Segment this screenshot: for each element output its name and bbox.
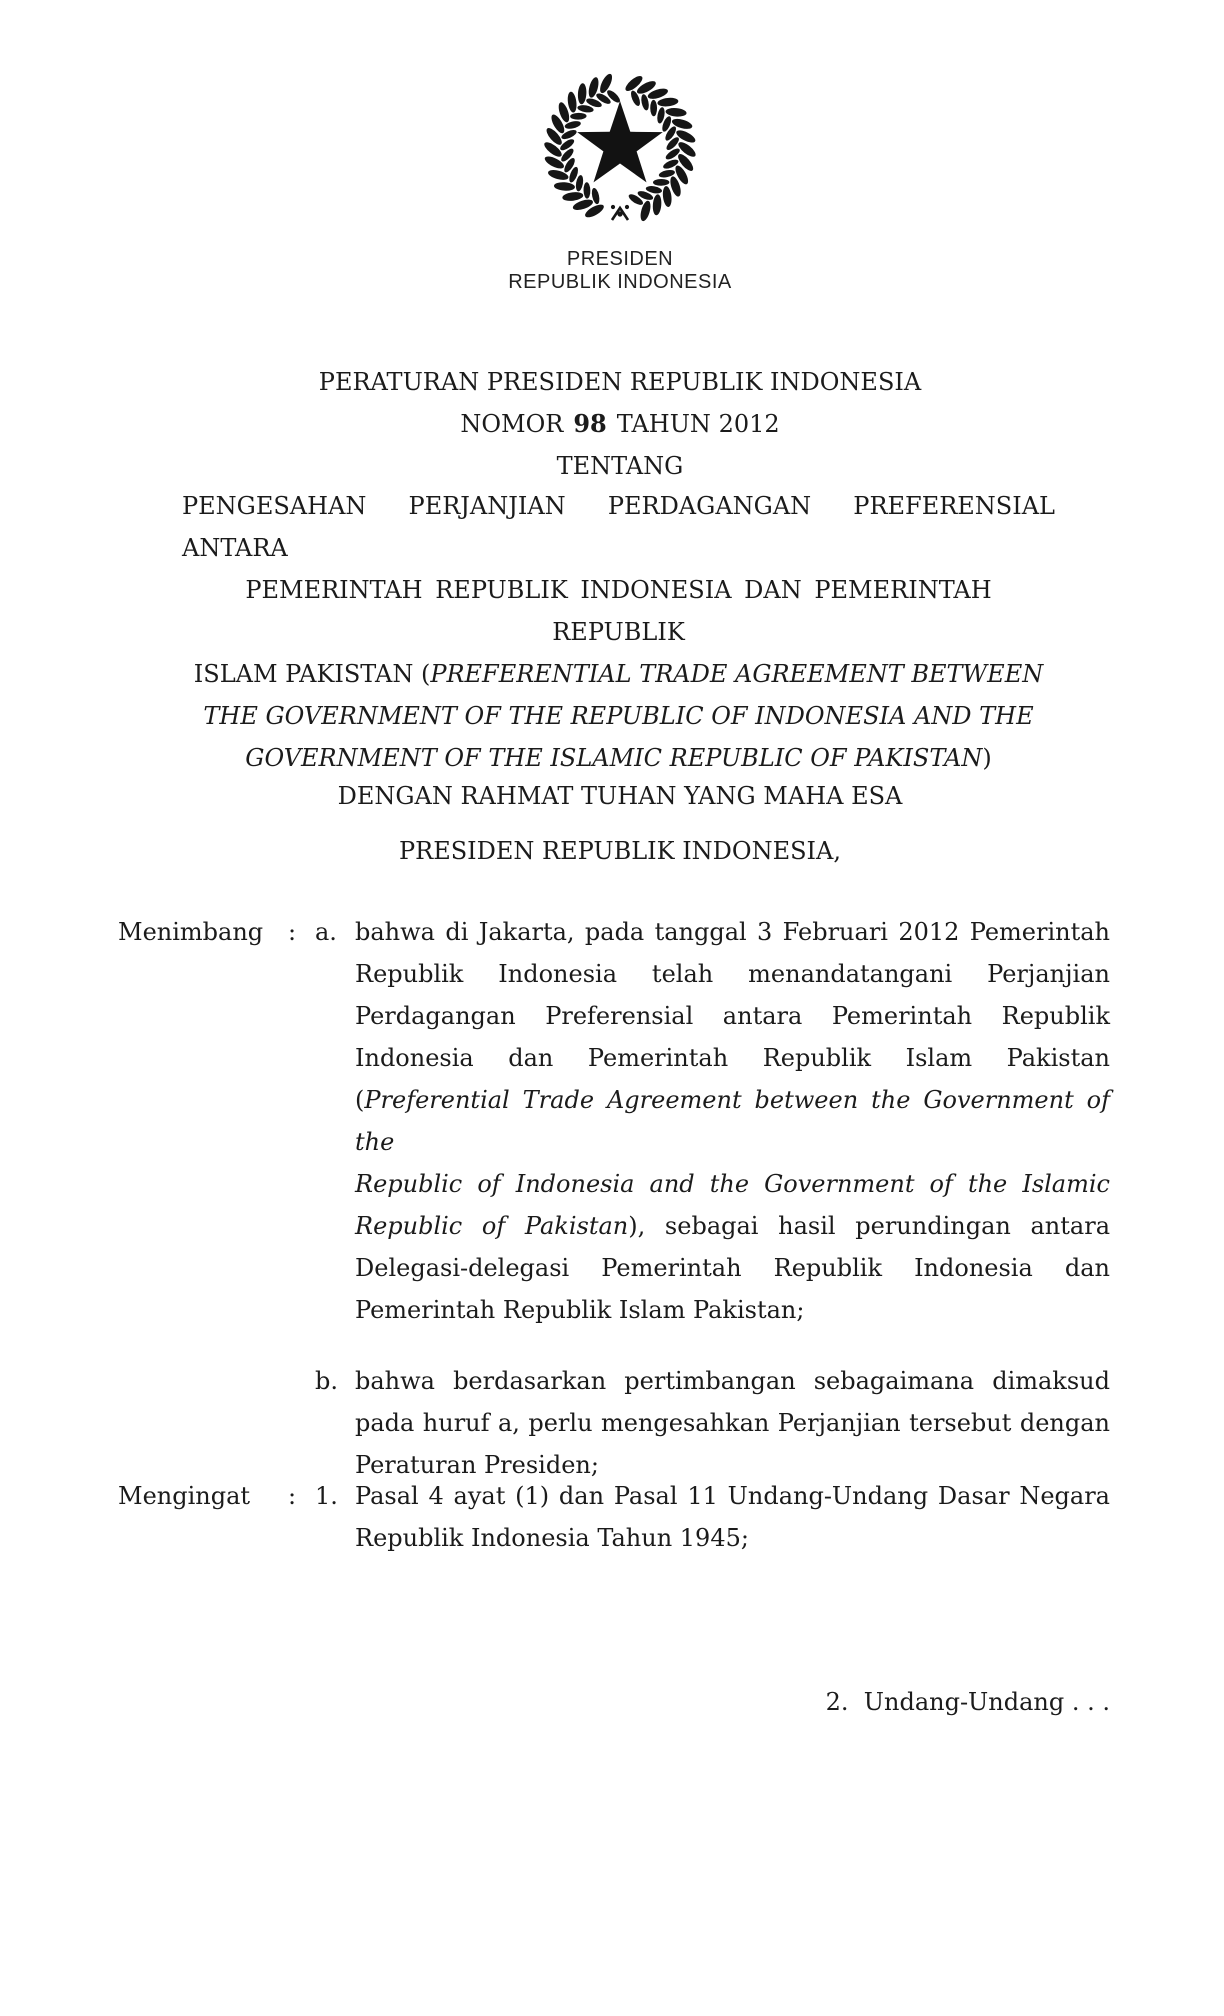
title-line1: PERATURAN PRESIDEN REPUBLIK INDONESIA — [318, 368, 922, 396]
text-line: Pasal 4 ayat (1) dan Pasal 11 Undang-Undang Dasar Negara — [355, 1482, 1110, 1510]
section-colon: : — [288, 918, 297, 946]
catchword: 2. Undang-Undang . . . — [825, 1688, 1110, 1716]
text-line: (Preferential Trade Agreement between the Government of the — [355, 1086, 1110, 1156]
subject-line: THE GOVERNMENT OF THE REPUBLIC OF INDONESIA AND THE — [203, 702, 1034, 730]
text-line: Pemerintah Republik Islam Pakistan; — [355, 1296, 805, 1324]
item-marker: 1. — [315, 1482, 338, 1510]
text-line: Perdagangan Preferensial antara Pemerintah Republik — [355, 1002, 1110, 1030]
text-line: Peraturan Presiden; — [355, 1451, 599, 1479]
star-icon — [577, 101, 663, 182]
subject-line: ISLAM PAKISTAN (PREFERENTIAL TRADE AGREEMENT BETWEEN — [193, 660, 1044, 688]
text-line: Delegasi-delegasi Pemerintah Republik Indonesia dan — [355, 1254, 1110, 1282]
text-line: Republic of Indonesia and the Government of the Islamic — [355, 1170, 1110, 1198]
section-items — [315, 1475, 1110, 1559]
letterhead-line2: REPUBLIK INDONESIA — [508, 271, 732, 293]
authority-line: PRESIDEN REPUBLIK INDONESIA, — [398, 837, 841, 865]
state-emblem — [540, 62, 700, 232]
letterhead — [16, 248, 1224, 294]
item-marker: a. — [315, 918, 337, 946]
title-nomor-line — [16, 403, 1224, 445]
item-text — [355, 911, 1110, 1331]
nomor-suffix: TAHUN 2012 — [616, 410, 780, 438]
item-marker: b. — [315, 1367, 338, 1395]
regulation-title — [16, 361, 1224, 487]
item-text — [355, 1475, 1110, 1559]
text-line: bahwa berdasarkan pertimbangan sebagaimana dimaksud — [355, 1367, 1110, 1395]
text-line: Republik Indonesia Tahun 1945; — [355, 1524, 749, 1552]
clause-item — [315, 1475, 1110, 1559]
wreath-ribbon — [611, 205, 629, 220]
text-line: Indonesia dan Pemerintah Republik Islam Pakistan — [355, 1044, 1110, 1072]
section-colon: : — [288, 1482, 297, 1510]
section-mengingat — [118, 1475, 1110, 1559]
nomor-prefix: NOMOR — [460, 410, 564, 438]
section-label: Mengingat — [118, 1482, 251, 1510]
subject-line: GOVERNMENT OF THE ISLAMIC REPUBLIC OF PAKISTAN) — [245, 744, 992, 772]
item-text — [355, 1360, 1110, 1486]
letterhead-line1: PRESIDEN — [566, 248, 674, 270]
star-wreath-icon — [540, 62, 700, 232]
section-menimbang — [118, 911, 1110, 1486]
title-tentang: TENTANG — [556, 452, 684, 480]
section-label: Menimbang — [118, 918, 264, 946]
section-items — [315, 911, 1110, 1486]
text-line: pada huruf a, perlu mengesahkan Perjanjian tersebut dengan — [355, 1409, 1110, 1437]
subject-line: PEMERINTAH REPUBLIK INDONESIA DAN PEMERINTAH REPUBLIK — [245, 576, 992, 646]
clause-item — [315, 911, 1110, 1331]
text-line: Republic of Pakistan), sebagai hasil perundingan antara — [355, 1212, 1111, 1240]
clause-item — [315, 1360, 1110, 1486]
invocation: DENGAN RAHMAT TUHAN YANG MAHA ESA — [337, 782, 903, 810]
nomor-number: 98 — [573, 409, 607, 438]
regulation-subject — [182, 485, 1055, 779]
text-line: Republik Indonesia telah menandatangani Perjanjian — [355, 960, 1110, 988]
text-line: bahwa di Jakarta, pada tanggal 3 Februari 2012 Pemerintah — [355, 918, 1110, 946]
subject-line: PENGESAHAN PERJANJIAN PERDAGANGAN PREFERENSIAL ANTARA — [182, 492, 1055, 562]
